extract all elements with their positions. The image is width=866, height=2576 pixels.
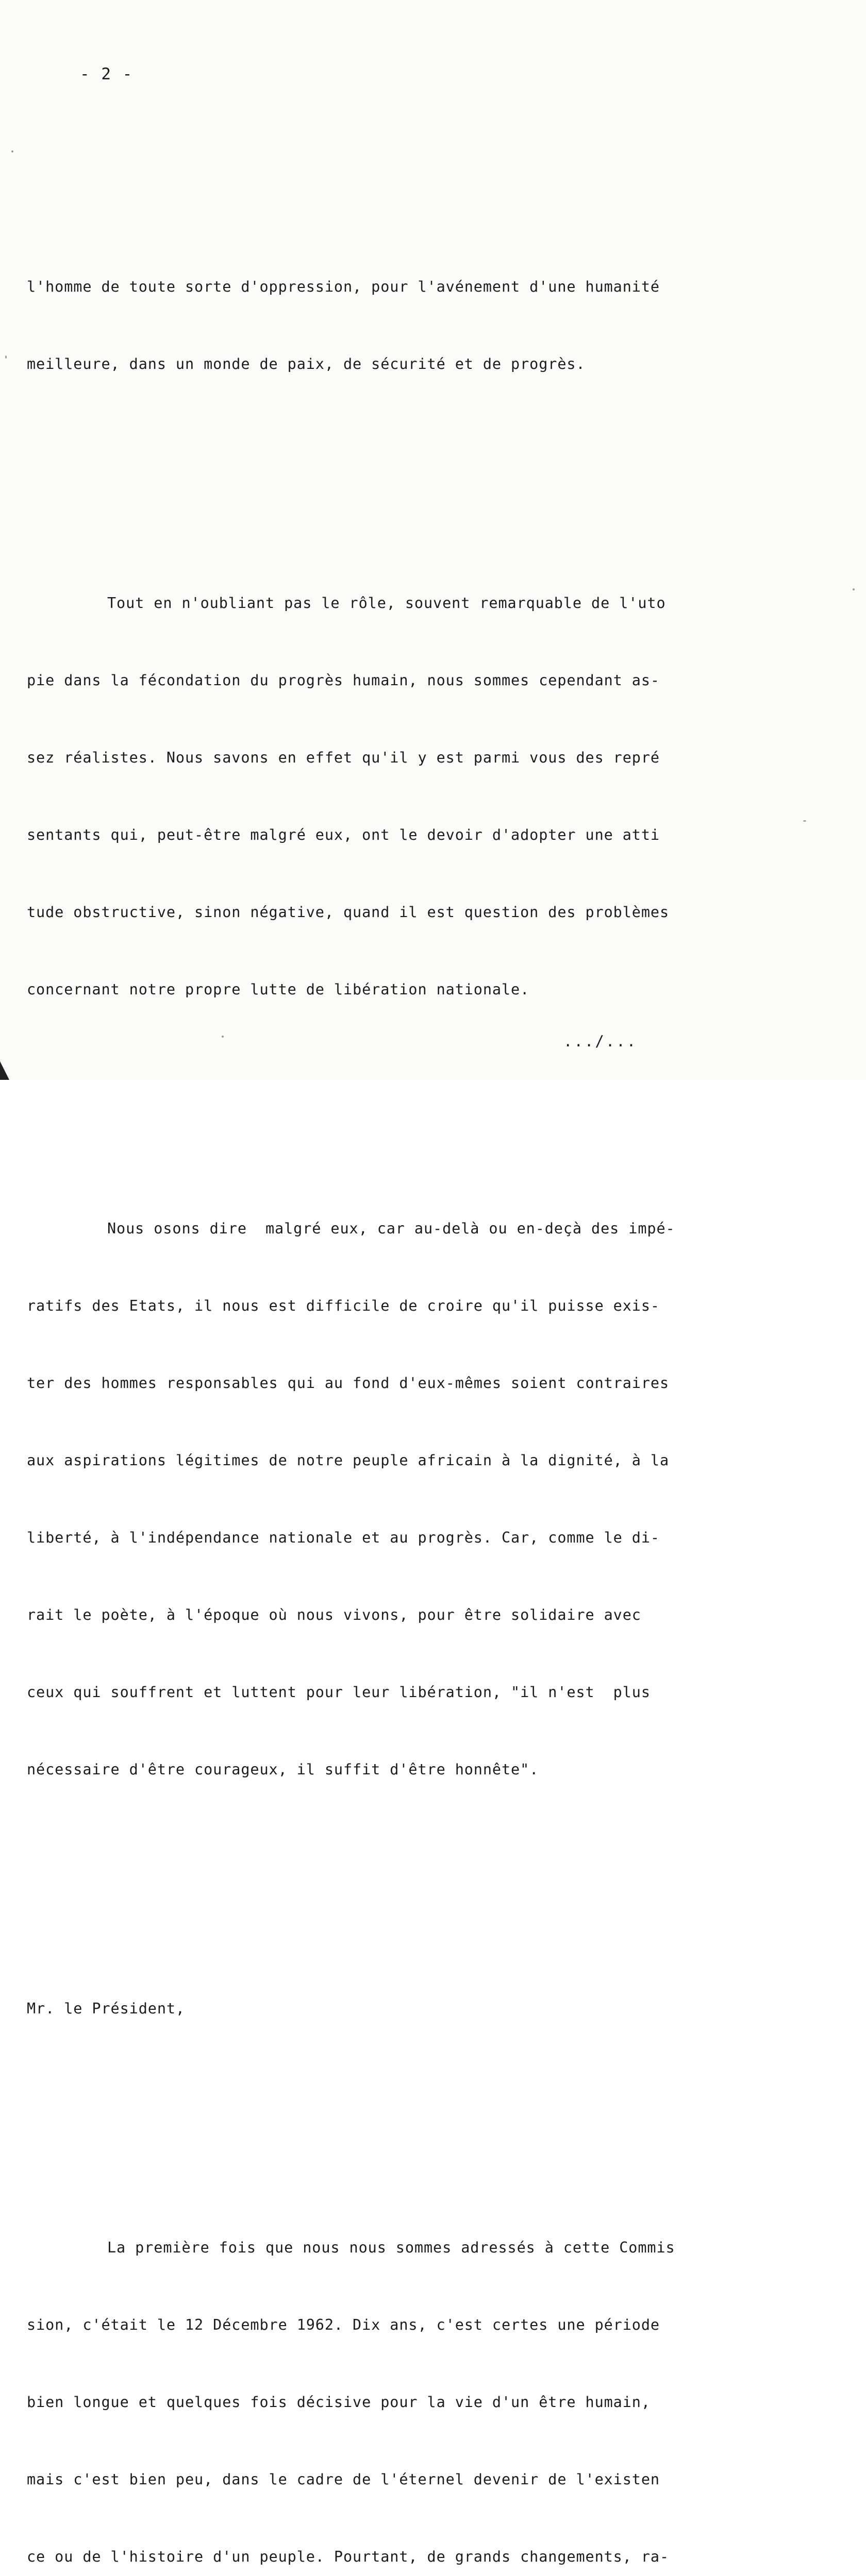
scan-corner-mark bbox=[0, 1061, 9, 1080]
text-line: La première fois que nous nous sommes adressés à cette Commis bbox=[107, 2239, 675, 2256]
text-line: ter des hommes responsables qui au fond d'eux-mêmes soient contraires bbox=[27, 1375, 670, 1392]
scan-speck bbox=[803, 820, 806, 822]
paragraph-1 bbox=[27, 223, 733, 429]
text-line: concernant notre propre lutte de libération nationale. bbox=[27, 981, 530, 998]
paragraph-2 bbox=[27, 539, 733, 1054]
text-line: l'homme de toute sorte d'oppression, pour l'avénement d'une humanité bbox=[27, 278, 660, 295]
text-line: mais c'est bien peu, dans le cadre de l'éternel devenir de l'existen bbox=[27, 2471, 660, 2488]
text-line: tude obstructive, sinon négative, quand il est question des problèmes bbox=[27, 904, 670, 921]
page-number: - 2 - bbox=[80, 65, 134, 83]
salutation-text: Mr. le Président, bbox=[27, 2000, 185, 2017]
scan-speck bbox=[11, 150, 13, 152]
scan-speck bbox=[853, 588, 855, 590]
text-line: Tout en n'oubliant pas le rôle, souvent remarquable de l'uto bbox=[107, 595, 666, 612]
scan-speck bbox=[5, 355, 7, 359]
text-line: meilleure, dans un monde de paix, de sécurité et de progrès. bbox=[27, 355, 586, 372]
text-line: sion, c'était le 12 Décembre 1962. Dix ans, c'est certes une période bbox=[27, 2316, 660, 2333]
text-line: ce ou de l'histoire d'un peuple. Pourtant, de grands changements, ra- bbox=[27, 2548, 670, 2565]
paragraph-3 bbox=[27, 1164, 733, 1834]
text-line: ratifs des Etats, il nous est difficile de croire qu'il puisse exis- bbox=[27, 1297, 660, 1314]
text-line: sez réalistes. Nous savons en effet qu'il y est parmi vous des repré bbox=[27, 749, 660, 766]
salutation bbox=[27, 1944, 733, 2073]
text-line: liberté, à l'indépendance nationale et au progrès. Car, comme le di- bbox=[27, 1529, 660, 1546]
text-line: aux aspirations légitimes de notre peuple africain à la dignité, à la bbox=[27, 1452, 670, 1469]
text-line: bien longue et quelques fois décisive pour la vie d'un être humain, bbox=[27, 2394, 651, 2411]
text-line: sentants qui, peut-être malgré eux, ont le devoir d'adopter une atti bbox=[27, 826, 660, 843]
continuation-mark: .../... bbox=[563, 1032, 638, 1050]
scan-speck bbox=[222, 1036, 224, 1038]
text-line: rait le poète, à l'époque où nous vivons, pour être solidaire avec bbox=[27, 1606, 641, 1623]
text-line: ceux qui souffrent et luttent pour leur libération, "il n'est plus bbox=[27, 1684, 651, 1701]
text-line: pie dans la fécondation du progrès humain, nous sommes cependant as- bbox=[27, 672, 660, 689]
text-line: nécessaire d'être courageux, il suffit d'être honnête". bbox=[27, 1761, 539, 1778]
paragraph-4 bbox=[27, 2183, 733, 2576]
document-body bbox=[27, 120, 733, 2576]
text-line: Nous osons dire malgré eux, car au-delà ou en-deçà des impé- bbox=[107, 1220, 675, 1237]
